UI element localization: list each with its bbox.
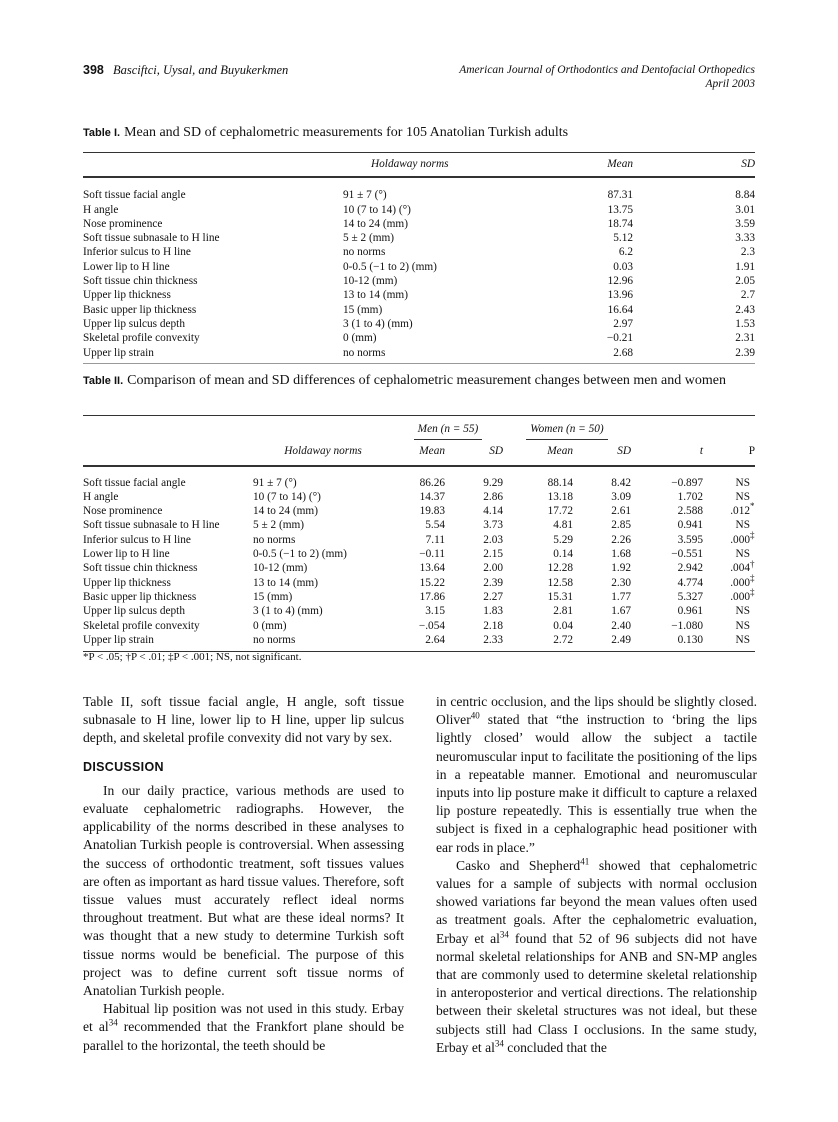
table-row bbox=[83, 346, 755, 364]
table-cell: 15 (mm) bbox=[253, 590, 293, 603]
col-header: P bbox=[748, 445, 755, 458]
table-cell: 14 to 24 (mm) bbox=[343, 217, 408, 230]
paragraph bbox=[83, 1000, 404, 1055]
table-cell: 0.03 bbox=[613, 260, 633, 273]
table-cell: 9.29 bbox=[483, 476, 503, 489]
table-row bbox=[83, 260, 755, 274]
table-cell: 5.12 bbox=[613, 232, 633, 245]
table-cell: Inferior sulcus to H line bbox=[83, 533, 191, 546]
table-cell: 91 ± 7 (°) bbox=[343, 189, 387, 202]
table-cell: 86.26 bbox=[419, 476, 445, 489]
table-cell bbox=[703, 547, 755, 561]
table-cell: 14.37 bbox=[419, 490, 445, 503]
table-cell: 10 (7 to 14) (°) bbox=[343, 203, 411, 216]
table1-label: Table I. bbox=[83, 127, 121, 139]
table-cell: 0.961 bbox=[677, 605, 703, 618]
table-cell: 2.72 bbox=[553, 633, 573, 646]
table-cell: Upper lip strain bbox=[83, 633, 154, 646]
p-value: NS bbox=[735, 476, 750, 489]
table-cell: Soft tissue facial angle bbox=[83, 476, 186, 489]
group-men: Men (n = 55) bbox=[414, 422, 483, 440]
table2-label: Table II. bbox=[83, 375, 124, 387]
table-row bbox=[83, 288, 755, 302]
table-cell: 14 to 24 (mm) bbox=[253, 505, 318, 518]
table-row bbox=[83, 317, 755, 331]
table-cell: 0 (mm) bbox=[343, 332, 377, 345]
table-cell: 5.54 bbox=[425, 519, 445, 532]
table-cell: 1.67 bbox=[611, 605, 631, 618]
p-value: NS bbox=[735, 633, 750, 646]
table-cell: Nose prominence bbox=[83, 217, 163, 230]
col-header: Holdaway norms bbox=[284, 445, 362, 458]
p-value: NS bbox=[735, 490, 750, 503]
table-cell: Basic upper lip thickness bbox=[83, 590, 197, 603]
table-row bbox=[83, 203, 755, 217]
table-cell: Upper lip thickness bbox=[83, 576, 171, 589]
table-row bbox=[83, 633, 755, 652]
table-cell: 0 (mm) bbox=[253, 619, 287, 632]
table-row bbox=[83, 619, 755, 633]
table-cell: −0.551 bbox=[671, 548, 703, 561]
table-cell: 8.84 bbox=[735, 189, 755, 202]
table1 bbox=[83, 152, 755, 364]
table-cell: 2.68 bbox=[613, 346, 633, 359]
table-cell: 2.61 bbox=[611, 505, 631, 518]
table-cell: 2.588 bbox=[677, 505, 703, 518]
table-cell: Soft tissue facial angle bbox=[83, 189, 186, 202]
text: stated that “the instruction to ‘bring the lips lightly closed’ would allow the subject a tactile neuromuscular input to facilitate the positioning of the lips in a repeatable manner. Emotional and neuromuscular inputs into lip posture make it difficult to capture a relaxed lip posture repeatedly. This is essentially true when the subject is fixed in a cephalographic head positioner with ear rods in place.” bbox=[436, 712, 757, 855]
table-cell: 15.31 bbox=[547, 590, 573, 603]
table2-footnote: *P < .05; †P < .01; ‡P < .001; NS, not significant. bbox=[83, 651, 302, 663]
table-cell bbox=[703, 604, 755, 618]
p-value: .012 bbox=[730, 505, 750, 518]
col-header: SD bbox=[741, 158, 755, 170]
group-women: Women (n = 50) bbox=[526, 422, 607, 440]
text: recommended that the Frankfort plane should be parallel to the horizontal, the teeth should be bbox=[83, 1019, 404, 1053]
table-row bbox=[83, 547, 755, 561]
table-cell: Soft tissue subnasale to H line bbox=[83, 519, 220, 532]
table-row bbox=[83, 533, 755, 547]
paragraph bbox=[436, 693, 757, 857]
table-cell: 10 (7 to 14) (°) bbox=[253, 490, 321, 503]
table-cell: 13.75 bbox=[607, 203, 633, 216]
table-cell: 10-12 (mm) bbox=[343, 275, 398, 288]
table2 bbox=[83, 415, 755, 652]
table-cell: no norms bbox=[253, 533, 296, 546]
table-row bbox=[83, 604, 755, 618]
table1-caption bbox=[83, 124, 743, 142]
table-cell: Skeletal profile convexity bbox=[83, 332, 200, 345]
citation: 34 bbox=[108, 1017, 118, 1028]
table-cell: .004† bbox=[730, 558, 755, 575]
table-cell: 1.91 bbox=[735, 260, 755, 273]
table-row bbox=[83, 504, 755, 518]
table-cell: −0.11 bbox=[419, 548, 445, 561]
table-cell: 3.15 bbox=[425, 605, 445, 618]
table-cell: 5 ± 2 (mm) bbox=[253, 519, 305, 532]
table-cell: 1.77 bbox=[611, 590, 631, 603]
running-header-right bbox=[459, 63, 755, 91]
table-cell: 2.40 bbox=[611, 619, 631, 632]
table-cell: 17.72 bbox=[547, 505, 573, 518]
col-header bbox=[83, 153, 343, 178]
table-cell: 2.30 bbox=[611, 576, 631, 589]
section-heading: DISCUSSION bbox=[83, 759, 164, 774]
table-cell bbox=[703, 490, 755, 504]
table-cell: 5.327 bbox=[677, 590, 703, 603]
table-cell: Soft tissue chin thickness bbox=[83, 562, 198, 575]
table-cell: 2.00 bbox=[483, 562, 503, 575]
table-cell: −.054 bbox=[418, 619, 445, 632]
table-cell: 15.22 bbox=[419, 576, 445, 589]
table-cell: 2.33 bbox=[483, 633, 503, 646]
table-cell: 0.941 bbox=[677, 519, 703, 532]
table1-caption-text: Mean and SD of cephalometric measurements for 105 Anatolian Turkish adults bbox=[124, 125, 569, 140]
table-row bbox=[83, 331, 755, 345]
col-header: Mean bbox=[547, 445, 573, 458]
table-cell: 2.86 bbox=[483, 490, 503, 503]
table-cell: 6.2 bbox=[618, 246, 633, 259]
col-header bbox=[83, 440, 253, 465]
table-row bbox=[83, 245, 755, 259]
table-row bbox=[83, 231, 755, 245]
table-cell: 1.83 bbox=[483, 605, 503, 618]
table-cell: 91 ± 7 (°) bbox=[253, 476, 297, 489]
table-cell: 2.05 bbox=[735, 275, 755, 288]
table-cell: 2.43 bbox=[735, 303, 755, 316]
table-row bbox=[83, 466, 755, 490]
table-cell: 2.3 bbox=[740, 246, 755, 259]
table-row bbox=[83, 303, 755, 317]
col-header: SD bbox=[489, 445, 503, 458]
p-value: .000 bbox=[730, 590, 750, 603]
table-cell: 2.97 bbox=[613, 317, 633, 330]
p-value: .000 bbox=[730, 533, 750, 546]
running-header-left bbox=[83, 63, 288, 78]
table-cell: 0.130 bbox=[677, 633, 703, 646]
table-cell: 0-0.5 (−1 to 2) (mm) bbox=[343, 260, 437, 273]
page-number: 398 bbox=[83, 63, 104, 77]
p-value: NS bbox=[735, 619, 750, 632]
p-value: .004 bbox=[730, 562, 750, 575]
table-cell: 3.59 bbox=[735, 217, 755, 230]
table-row bbox=[83, 518, 755, 532]
table-cell: .000‡ bbox=[730, 587, 755, 603]
table-cell: 3 (1 to 4) (mm) bbox=[343, 317, 413, 330]
issue-date: April 2003 bbox=[705, 78, 755, 90]
table-cell: .012* bbox=[730, 501, 755, 518]
paragraph: Table II, soft tissue facial angle, H angle, soft tissue subnasale to H line, lower lip to H line, upper lip sulcus depth, and skeletal profile convexity did not vary by sex. bbox=[83, 694, 404, 746]
table2-caption-text: Comparison of mean and SD differences of cephalometric measurement changes between men and women bbox=[127, 373, 726, 388]
paragraph bbox=[436, 857, 757, 1057]
table-cell: 12.96 bbox=[607, 275, 633, 288]
table-cell: 2.31 bbox=[735, 332, 755, 345]
table-cell: 12.28 bbox=[547, 562, 573, 575]
table-cell: 4.14 bbox=[483, 505, 503, 518]
table-cell: 1.702 bbox=[677, 490, 703, 503]
citation: 34 bbox=[494, 1038, 504, 1049]
table-cell: Soft tissue subnasale to H line bbox=[83, 232, 220, 245]
table-cell: 17.86 bbox=[419, 590, 445, 603]
table-cell: 0-0.5 (−1 to 2) (mm) bbox=[253, 548, 347, 561]
table-cell: 3.01 bbox=[735, 203, 755, 216]
table-row bbox=[83, 590, 755, 604]
table-cell: no norms bbox=[343, 246, 386, 259]
table-cell: 2.942 bbox=[677, 562, 703, 575]
p-value: .000 bbox=[730, 576, 750, 589]
table-cell: 18.74 bbox=[607, 217, 633, 230]
text: found that 52 of 96 subjects did not have normal skeletal relationships for ANB and SN-MP angles that are commonly used to determine skeletal relationship in anteroposterior and vertical directions. The relationship between their skeletal structures was not ideal, but these subjects still had Class I occlusions. In the same study, Erbay et al bbox=[436, 930, 757, 1055]
table-cell: 12.58 bbox=[547, 576, 573, 589]
table2-caption bbox=[83, 372, 743, 390]
table-cell: 10-12 (mm) bbox=[253, 562, 308, 575]
table-cell: 1.68 bbox=[611, 548, 631, 561]
table-row bbox=[83, 217, 755, 231]
p-value: NS bbox=[735, 605, 750, 618]
table-cell: 2.64 bbox=[425, 633, 445, 646]
table-cell: 15 (mm) bbox=[343, 303, 383, 316]
table-cell: 3.09 bbox=[611, 490, 631, 503]
table-cell: Soft tissue chin thickness bbox=[83, 275, 198, 288]
citation: 41 bbox=[580, 856, 590, 867]
table-cell: 4.774 bbox=[677, 576, 703, 589]
table-cell: 2.39 bbox=[735, 346, 755, 359]
table-cell: Upper lip thickness bbox=[83, 289, 171, 302]
table-cell: 13 to 14 (mm) bbox=[343, 289, 408, 302]
table-cell: 7.11 bbox=[425, 533, 445, 546]
table-cell: 16.64 bbox=[607, 303, 633, 316]
table-cell: 1.53 bbox=[735, 317, 755, 330]
table-cell: 13 to 14 (mm) bbox=[253, 576, 318, 589]
table-cell: 0.04 bbox=[553, 619, 573, 632]
p-value: NS bbox=[735, 519, 750, 532]
table-cell: 2.26 bbox=[611, 533, 631, 546]
table-cell: .000‡ bbox=[730, 530, 755, 546]
table-row bbox=[83, 576, 755, 590]
table-cell: 2.15 bbox=[483, 548, 503, 561]
text: concluded that the bbox=[503, 1039, 607, 1055]
citation: 34 bbox=[499, 929, 509, 940]
text: showed that cephalometric values for a sample of subjects with normal occlusion showed variations far beyond the mean values often used as treatment goals. After the cephalometric evaluation, Erbay et al bbox=[436, 857, 757, 946]
table-cell: 2.18 bbox=[483, 619, 503, 632]
table-cell: 2.03 bbox=[483, 533, 503, 546]
citation: 40 bbox=[470, 710, 480, 721]
table-cell: 2.7 bbox=[740, 289, 755, 302]
table-cell: Upper lip sulcus depth bbox=[83, 605, 185, 618]
text: Casko and Shepherd bbox=[456, 857, 581, 873]
table-cell: no norms bbox=[343, 346, 386, 359]
table-cell: Nose prominence bbox=[83, 505, 163, 518]
table-cell: −0.897 bbox=[671, 476, 703, 489]
right-column bbox=[436, 693, 757, 1057]
table-row bbox=[83, 561, 755, 575]
col-header: Holdaway norms bbox=[371, 158, 449, 170]
paragraph: In our daily practice, various methods are used to evaluate cephalometric radiographs. However, the applicability of the norms described in these analyses to Anatolian Turkish people is controversial. When assessing the success of orthodontic treatment, soft tissues values are often as important as hard tissue values. Therefore, soft tissue values must accurately reflect ideal norms throughout treatment. But what are these ideal norms? It was thought that a new study to determine Turkish soft tissue norms would be beneficial. The purpose of this project was to define current soft tissue norms of Anatolian Turkish people. bbox=[83, 782, 404, 999]
table-cell: H angle bbox=[83, 203, 119, 216]
table-cell: Basic upper lip thickness bbox=[83, 303, 197, 316]
table-cell: −0.21 bbox=[606, 332, 633, 345]
col-header: SD bbox=[617, 445, 631, 458]
table-cell bbox=[703, 518, 755, 532]
table-cell: Lower lip to H line bbox=[83, 548, 170, 561]
table-row bbox=[83, 177, 755, 202]
table-cell: 13.64 bbox=[419, 562, 445, 575]
table-cell: Upper lip strain bbox=[83, 346, 154, 359]
table-cell: −1.080 bbox=[671, 619, 703, 632]
table-cell: 4.81 bbox=[553, 519, 573, 532]
table-cell: 3 (1 to 4) (mm) bbox=[253, 605, 323, 618]
table-cell bbox=[703, 466, 755, 490]
table-cell: 5.29 bbox=[553, 533, 573, 546]
left-column bbox=[83, 693, 404, 1055]
text: in centric occlusion, and the lips should be slightly closed. Oliver bbox=[436, 694, 757, 728]
table-cell: 3.73 bbox=[483, 519, 503, 532]
table-cell: H angle bbox=[83, 490, 119, 503]
table-cell: 2.85 bbox=[611, 519, 631, 532]
table-row bbox=[83, 490, 755, 504]
table-cell: 1.92 bbox=[611, 562, 631, 575]
table-cell: Inferior sulcus to H line bbox=[83, 246, 191, 259]
table-cell: 88.14 bbox=[547, 476, 573, 489]
table-cell: 13.96 bbox=[607, 289, 633, 302]
table-cell: 2.49 bbox=[611, 633, 631, 646]
table-cell: 2.81 bbox=[553, 605, 573, 618]
table-cell: no norms bbox=[253, 633, 296, 646]
table-cell: 3.595 bbox=[677, 533, 703, 546]
table-cell: 8.42 bbox=[611, 476, 631, 489]
journal-name: American Journal of Orthodontics and Dentofacial Orthopedics bbox=[459, 64, 755, 76]
col-header: Mean bbox=[419, 445, 445, 458]
table-cell: .000‡ bbox=[730, 572, 755, 589]
table-cell: 87.31 bbox=[607, 189, 633, 202]
authors: Basciftci, Uysal, and Buyukerkmen bbox=[112, 63, 289, 77]
table-row bbox=[83, 274, 755, 288]
table-cell: 3.33 bbox=[735, 232, 755, 245]
table-cell: 5 ± 2 (mm) bbox=[343, 232, 395, 245]
p-value: NS bbox=[735, 548, 750, 561]
table-cell bbox=[703, 633, 755, 652]
col-header: t bbox=[699, 445, 703, 458]
table-cell: Skeletal profile convexity bbox=[83, 619, 200, 632]
table-cell: 2.27 bbox=[483, 590, 503, 603]
table-cell bbox=[703, 619, 755, 633]
table-cell: Upper lip sulcus depth bbox=[83, 317, 185, 330]
table-cell: 13.18 bbox=[547, 490, 573, 503]
text: Habitual lip position was not used in this study. Erbay et al bbox=[83, 1001, 404, 1035]
col-header: Mean bbox=[607, 158, 633, 170]
table-cell: 2.39 bbox=[483, 576, 503, 589]
table-cell: 0.14 bbox=[553, 548, 573, 561]
table-cell: 19.83 bbox=[419, 505, 445, 518]
table-cell: Lower lip to H line bbox=[83, 260, 170, 273]
